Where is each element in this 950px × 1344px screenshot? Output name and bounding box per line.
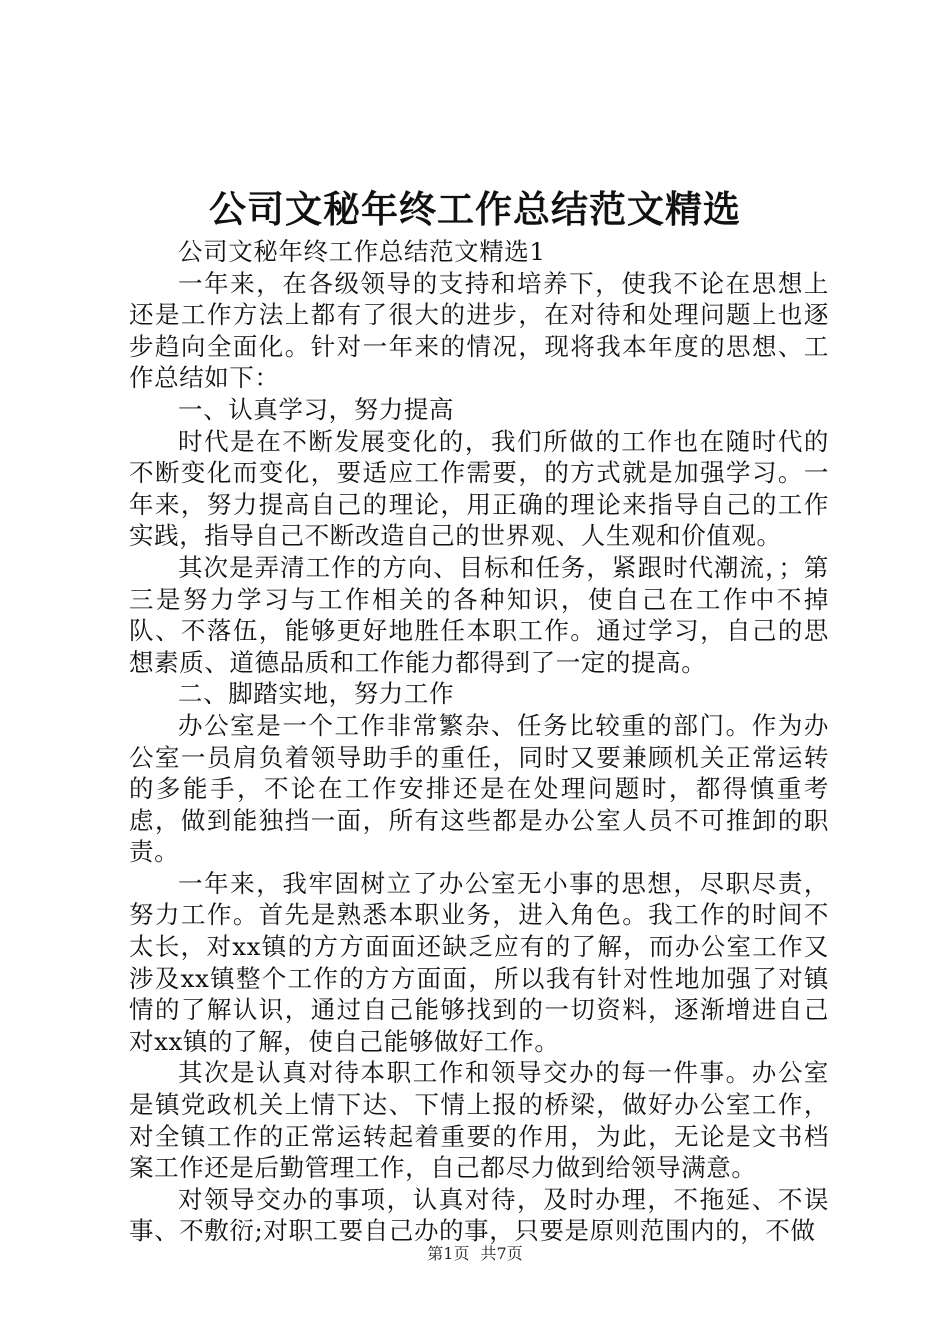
page-number: 第1页: [427, 1244, 470, 1263]
paragraph: 办公室是一个工作非常繁杂、任务比较重的部门。作为办公室一员肩负着领导助手的重任，同时又要兼顾机关正常运转的多能手，不论在工作安排还是在处理问题时，都得慎重考虑，做到能独挡一面，所有这些都是办公室人员不可推卸的职责。: [129, 710, 829, 867]
paragraph: 其次是弄清工作的方向、目标和任务，紧跟时代潮流，；第三是努力学习与工作相关的各种知识，使自己在工作中不掉队、不落伍，能够更好地胜任本职工作。通过学习，自己的思想素质、道德品质和工作能力都得到了一定的提高。: [129, 552, 829, 677]
page-total: 共7页: [480, 1244, 523, 1263]
document-title: 公司文秘年终工作总结范文精选: [209, 187, 741, 231]
paragraph: 一年来，我牢固树立了办公室无小事的思想，尽职尽责，努力工作。首先是熟悉本职业务，进入角色。我工作的时间不太长，对xx镇的方方面面还缺乏应有的了解，而办公室工作又涉及xx镇整个工作的方方面面，所以我有针对性地加强了对镇情的了解认识，通过自己能够找到的一切资料，逐渐增进自己对xx镇的了解，使自己能够做好工作。: [129, 868, 829, 1056]
paragraph: 一年来，在各级领导的支持和培养下，使我不论在思想上还是工作方法上都有了很大的进步，在对待和处理问题上也逐步趋向全面化。针对一年来的情况，现将我本年度的思想、工作总结如下：: [129, 268, 829, 393]
subsection-heading: 二、脚踏实地，努力工作: [178, 679, 455, 709]
paragraph: 时代是在不断发展变化的，我们所做的工作也在随时代的不断变化而变化，要适应工作需要，的方式就是加强学习。一年来，努力提高自己的理论，用正确的理论来指导自己的工作实践，指导自己不断改造自己的世界观、人生观和价值观。: [129, 426, 829, 551]
document-body: [129, 236, 829, 1247]
paragraph: 其次是认真对待本职工作和领导交办的每一件事。办公室是镇党政机关上情下达、下情上报的桥梁，做好办公室工作，对全镇工作的正常运转起着重要的作用，为此，无论是文书档案工作还是后勤管理工作，自己都尽力做到给领导满意。: [129, 1058, 829, 1183]
paragraph: 对领导交办的事项，认真对待，及时办理，不拖延、不误事、不敷衍;对职工要自己办的事，只要是原则范围内的，不做: [129, 1184, 829, 1246]
subsection-heading: 一、认真学习，努力提高: [178, 394, 455, 424]
page-footer: [0, 1243, 950, 1265]
section-heading: 公司文秘年终工作总结范文精选1: [178, 237, 546, 266]
